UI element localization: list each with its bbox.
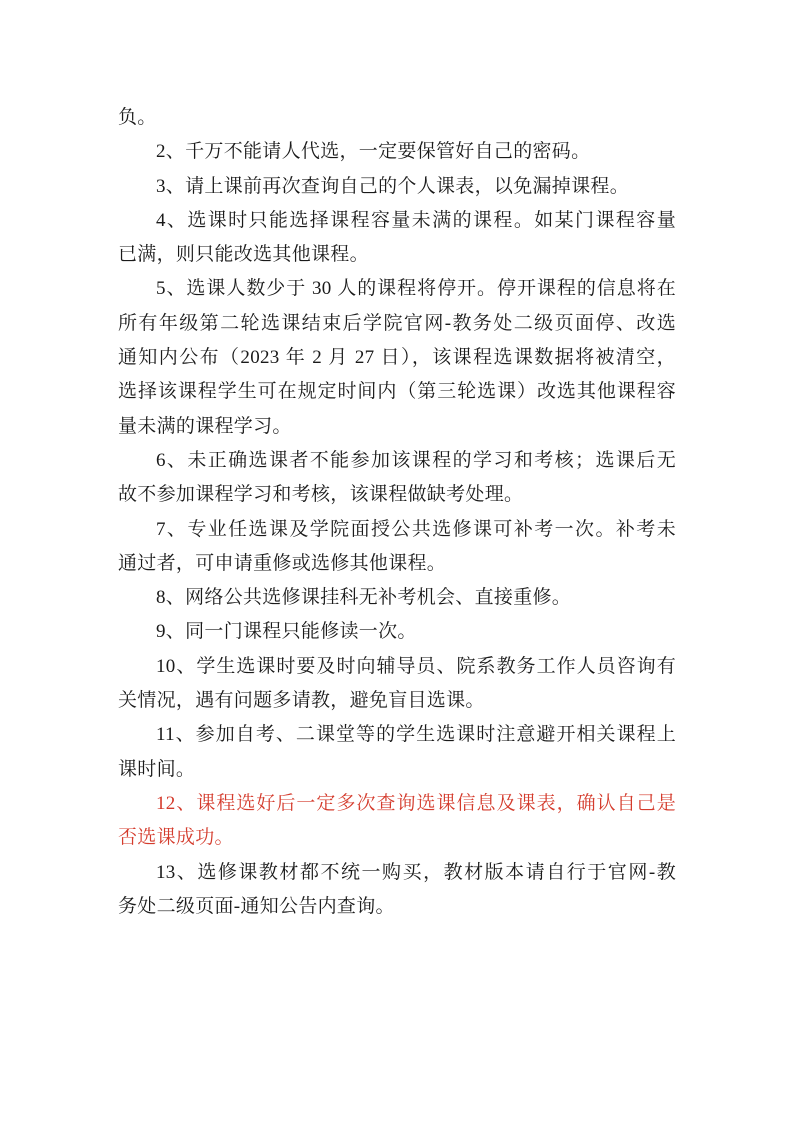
text-line: 量未满的课程学习。 xyxy=(118,415,292,437)
text-line: 11、参加自考、二课堂等的学生选课时注意避开相关课程上 xyxy=(156,724,676,746)
paragraph xyxy=(118,170,676,204)
text-line: 负。 xyxy=(118,107,157,128)
text-line: 12、课程选好后一定多次查询选课信息及课表，确认自己是 xyxy=(156,792,676,814)
paragraph xyxy=(118,856,676,925)
text-line: 选择该课程学生可在规定时间内（第三轮选课）改选其他课程容 xyxy=(118,381,676,403)
paragraph xyxy=(118,444,676,513)
paragraph xyxy=(118,581,676,615)
text-line: 通过者，可申请重修或选修其他课程。 xyxy=(118,552,447,574)
text-line: 9、同一门课程只能修读一次。 xyxy=(156,621,417,643)
text-line: 故不参加课程学习和考核，该课程做缺考处理。 xyxy=(118,484,524,506)
paragraph xyxy=(118,272,676,443)
paragraph xyxy=(118,787,676,856)
text-line: 所有年级第二轮选课结束后学院官网-教务处二级页面停、改选 xyxy=(118,312,676,334)
text-line: 已满，则只能改选其他课程。 xyxy=(118,244,369,266)
paragraph xyxy=(118,615,676,649)
paragraph xyxy=(118,135,676,169)
text-line: 13、选修课教材都不统一购买，教材版本请自行于官网-教 xyxy=(156,861,676,883)
text-line: 6、未正确选课者不能参加该课程的学习和考核；选课后无 xyxy=(156,449,676,471)
text-line: 2、千万不能请人代选，一定要保管好自己的密码。 xyxy=(156,141,591,163)
text-line: 8、网络公共选修课挂科无补考机会、直接重修。 xyxy=(156,587,572,609)
text-line: 3、请上课前再次查询自己的个人课表，以免漏掉课程。 xyxy=(156,175,630,197)
text-line: 通知内公布（2023 年 2 月 27 日），该课程选课数据将被清空， xyxy=(118,347,676,369)
text-line: 否选课成功。 xyxy=(118,827,234,849)
text-line: 关情况，遇有问题多请教，避免盲目选课。 xyxy=(118,690,485,712)
text-line: 10、学生选课时要及时向辅导员、院系教务工作人员咨询有 xyxy=(156,655,676,677)
text-line: 4、选课时只能选择课程容量未满的课程。如某门课程容量 xyxy=(156,209,676,231)
text-line: 5、选课人数少于 30 人的课程将停开。停开课程的信息将在 xyxy=(156,278,676,300)
text-line: 课时间。 xyxy=(118,758,196,780)
paragraph xyxy=(118,513,676,582)
text-line: 7、专业任选课及学院面授公共选修课可补考一次。补考未 xyxy=(156,518,676,540)
paragraph xyxy=(118,650,676,719)
paragraph xyxy=(118,204,676,273)
paragraph xyxy=(118,101,676,135)
paragraph xyxy=(118,718,676,787)
text-line: 务处二级页面-通知公告内查询。 xyxy=(118,895,395,917)
document-body xyxy=(118,101,676,924)
